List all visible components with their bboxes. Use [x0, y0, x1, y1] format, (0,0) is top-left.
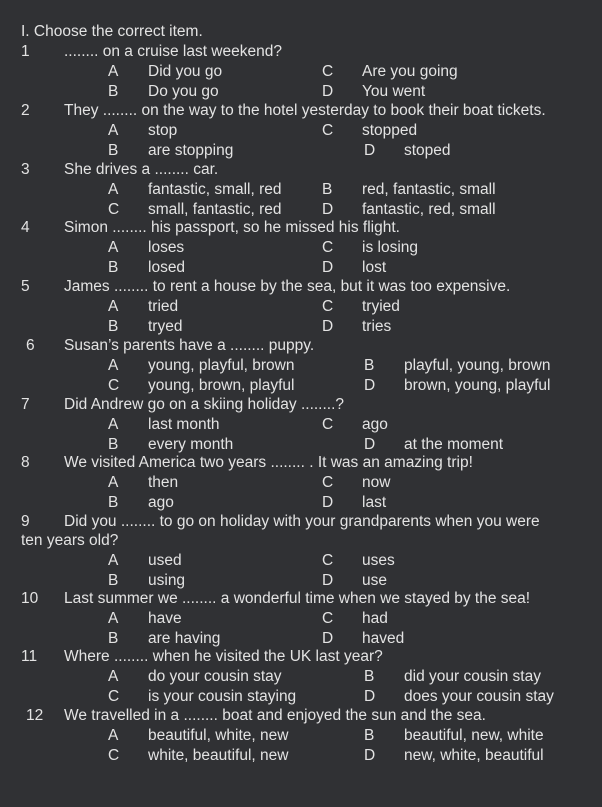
option-letter: C — [322, 298, 334, 315]
question-number: 11 — [21, 648, 38, 665]
option-text: using — [148, 571, 186, 589]
question-number: 5 — [21, 278, 30, 295]
option-text: are having — [148, 629, 221, 647]
option-c[interactable] — [322, 121, 417, 141]
option-letter: A — [108, 298, 119, 315]
option-b[interactable] — [108, 82, 219, 102]
option-letter: D — [322, 258, 334, 276]
option-d[interactable] — [322, 571, 387, 591]
option-letter: A — [108, 474, 119, 491]
question-stem: Did you ........ to go on holiday with your grandparents when you were — [64, 513, 540, 530]
option-letter: B — [108, 493, 119, 511]
option-text: fantastic, small, red — [148, 181, 282, 198]
option-d[interactable] — [364, 687, 554, 707]
option-text: last month — [148, 416, 220, 433]
option-a[interactable] — [108, 415, 220, 435]
option-d[interactable] — [322, 258, 386, 278]
option-a[interactable] — [108, 238, 184, 258]
option-letter: A — [108, 239, 119, 256]
option-text: You went — [362, 82, 426, 100]
option-d[interactable] — [364, 746, 544, 766]
option-letter: D — [364, 376, 376, 394]
option-letter: A — [108, 552, 119, 569]
option-letter: B — [108, 629, 119, 647]
option-d[interactable] — [322, 82, 425, 102]
option-letter: B — [108, 258, 119, 276]
option-text: ago — [148, 493, 174, 511]
option-a[interactable] — [108, 180, 282, 200]
option-letter: A — [108, 181, 119, 198]
option-letter: A — [108, 63, 119, 80]
question-number: 6 — [26, 337, 35, 354]
option-text: ago — [362, 416, 388, 433]
option-b[interactable] — [108, 435, 233, 455]
option-text: is your cousin staying — [148, 687, 297, 705]
option-letter: C — [108, 687, 120, 705]
option-c[interactable] — [322, 62, 458, 82]
option-text: have — [148, 610, 182, 627]
option-b[interactable] — [108, 317, 182, 337]
option-letter: B — [364, 668, 375, 685]
worksheet-title: I. Choose the correct item. — [21, 23, 203, 40]
option-text: now — [362, 474, 391, 491]
option-text: stoped — [404, 141, 451, 159]
option-letter: A — [108, 122, 119, 139]
option-letter: D — [322, 200, 334, 218]
question-number: 2 — [21, 102, 30, 119]
question-stem: Last summer we ........ a wonderful time when we stayed by the sea! — [64, 590, 531, 607]
option-letter: A — [108, 727, 119, 744]
option-text: tries — [362, 317, 392, 335]
option-a[interactable] — [108, 667, 282, 687]
option-text: is losing — [362, 239, 418, 256]
option-letter: C — [108, 746, 120, 764]
option-d[interactable] — [364, 141, 451, 161]
option-letter: D — [364, 141, 376, 159]
option-text: lost — [362, 258, 387, 276]
option-c[interactable] — [322, 238, 418, 258]
option-b[interactable] — [108, 629, 220, 649]
option-letter: B — [322, 181, 333, 198]
option-a[interactable] — [108, 609, 182, 629]
question-stem: They ........ on the way to the hotel yesterday to book their boat tickets. — [64, 102, 546, 119]
option-text: Are you going — [362, 63, 458, 80]
option-a[interactable] — [108, 473, 178, 493]
option-text: stopped — [362, 122, 418, 139]
question-stem: Where ........ when he visited the UK last year? — [64, 648, 383, 665]
question-stem: Did Andrew go on a skiing holiday ........? — [64, 396, 345, 413]
option-letter: B — [108, 82, 119, 100]
option-text: small, fantastic, red — [148, 200, 282, 218]
option-d[interactable] — [322, 200, 496, 220]
option-letter: C — [322, 416, 334, 433]
option-b[interactable] — [364, 356, 550, 376]
question-number: 1 — [21, 43, 30, 60]
question-stem: We visited America two years ........ . It was an amazing trip! — [64, 454, 473, 471]
question-stem: She drives a ........ car. — [64, 161, 219, 178]
option-a[interactable] — [108, 297, 178, 317]
option-letter: C — [322, 610, 334, 627]
option-letter: C — [322, 474, 334, 491]
option-text: beautiful, new, white — [404, 727, 544, 744]
option-letter: B — [108, 317, 119, 335]
option-text: brown, young, playful — [404, 376, 551, 394]
option-text: Did you go — [148, 63, 223, 80]
option-b[interactable] — [108, 571, 185, 591]
option-text: young, brown, playful — [148, 376, 295, 394]
option-text: tryed — [148, 317, 183, 335]
option-c[interactable] — [108, 200, 282, 220]
option-c[interactable] — [108, 746, 288, 766]
option-a[interactable] — [108, 121, 177, 141]
option-d[interactable] — [364, 376, 550, 396]
option-text: white, beautiful, new — [148, 746, 289, 764]
option-letter: D — [322, 317, 334, 335]
option-text: stop — [148, 122, 178, 139]
option-text: fantastic, red, small — [362, 200, 496, 218]
option-text: red, fantastic, small — [362, 181, 496, 198]
option-text: tryied — [362, 298, 400, 315]
option-text: loses — [148, 239, 185, 256]
question-number: 10 — [21, 590, 39, 607]
option-text: new, white, beautiful — [404, 746, 544, 764]
option-b[interactable] — [108, 141, 233, 161]
option-c[interactable] — [108, 687, 296, 707]
option-letter: B — [108, 571, 119, 589]
option-text: at the moment — [404, 435, 504, 453]
option-text: do your cousin stay — [148, 668, 282, 685]
option-b[interactable] — [108, 258, 185, 278]
option-letter: A — [108, 610, 119, 627]
option-letter: A — [108, 416, 119, 433]
option-letter: A — [108, 357, 119, 374]
option-b[interactable] — [364, 667, 541, 687]
option-letter: D — [364, 687, 376, 705]
question-number: 7 — [21, 396, 30, 413]
option-letter: B — [108, 435, 119, 453]
option-text: every month — [148, 435, 234, 453]
option-text: had — [362, 610, 388, 627]
option-letter: C — [108, 200, 120, 218]
question-number: 9 — [21, 513, 30, 530]
option-letter: D — [364, 746, 376, 764]
option-b[interactable] — [364, 726, 544, 746]
option-a[interactable] — [108, 356, 294, 376]
option-letter: D — [322, 571, 334, 589]
question-number: 3 — [21, 161, 30, 178]
option-text: did your cousin stay — [404, 668, 541, 685]
option-letter: B — [364, 357, 375, 374]
option-letter: C — [322, 122, 334, 139]
option-a[interactable] — [108, 62, 222, 82]
option-c[interactable] — [108, 376, 294, 396]
option-letter: D — [322, 493, 334, 511]
option-b[interactable] — [108, 493, 174, 513]
option-text: does your cousin stay — [404, 687, 554, 705]
option-letter: A — [108, 668, 119, 685]
question-stem: We travelled in a ........ boat and enjoyed the sun and the sea. — [64, 707, 486, 724]
option-letter: D — [322, 629, 334, 647]
option-letter: C — [322, 552, 334, 569]
option-a[interactable] — [108, 551, 182, 571]
option-text: playful, young, brown — [404, 357, 551, 374]
option-b[interactable] — [322, 180, 496, 200]
question-stem: James ........ to rent a house by the sea, but it was too expensive. — [64, 278, 511, 295]
option-letter: C — [322, 239, 334, 256]
question-number: 8 — [21, 454, 30, 471]
option-text: used — [148, 552, 182, 569]
option-text: then — [148, 474, 179, 491]
option-d[interactable] — [322, 629, 404, 649]
option-letter: D — [364, 435, 376, 453]
question-stem: Susan’s parents have a ........ puppy. — [64, 337, 315, 354]
option-c[interactable] — [322, 415, 388, 435]
option-text: young, playful, brown — [148, 357, 295, 374]
option-c[interactable] — [322, 551, 395, 571]
option-c[interactable] — [322, 609, 388, 629]
option-a[interactable] — [108, 726, 288, 746]
option-text: uses — [362, 552, 395, 569]
option-c[interactable] — [322, 297, 400, 317]
question-stem-continued: ten years old? — [21, 532, 119, 549]
option-d[interactable] — [322, 317, 391, 337]
option-text: are stopping — [148, 141, 234, 159]
option-d[interactable] — [322, 493, 386, 513]
option-letter: B — [364, 727, 375, 744]
option-text: beautiful, white, new — [148, 727, 289, 744]
question-stem: ........ on a cruise last weekend? — [64, 43, 282, 60]
question-stem: Simon ........ his passport, so he missed his flight. — [64, 219, 400, 236]
option-letter: C — [108, 376, 120, 394]
option-text: tried — [148, 298, 179, 315]
option-d[interactable] — [364, 435, 503, 455]
option-c[interactable] — [322, 473, 390, 493]
option-text: Do you go — [148, 82, 219, 100]
option-letter: D — [322, 82, 334, 100]
option-letter: B — [108, 141, 119, 159]
question-number: 12 — [26, 707, 44, 724]
option-letter: C — [322, 63, 334, 80]
question-number: 4 — [21, 219, 30, 236]
option-text: last — [362, 493, 387, 511]
option-text: losed — [148, 258, 186, 276]
option-text: haved — [362, 629, 405, 647]
option-text: use — [362, 571, 387, 589]
